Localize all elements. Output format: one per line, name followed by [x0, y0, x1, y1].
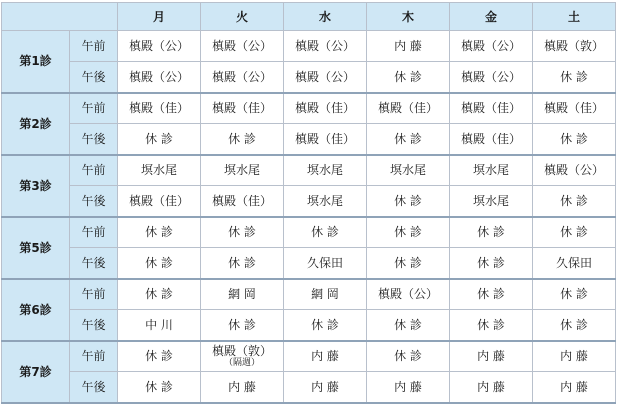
period-label: 午前	[70, 31, 118, 62]
schedule-cell	[118, 372, 201, 403]
schedule-cell	[118, 93, 201, 124]
doctor-name: 休 診	[228, 131, 256, 146]
doctor-name: 槙殿（佳）	[294, 131, 355, 146]
schedule-cell	[367, 31, 450, 62]
doctor-name: 槙殿（公）	[377, 287, 438, 302]
doctor-name: 内 藤	[477, 379, 505, 394]
doctor-name: 休 診	[228, 225, 256, 240]
doctor-name: 休 診	[477, 225, 505, 240]
schedule-cell	[284, 341, 367, 372]
schedule-cell	[450, 217, 533, 248]
schedule-cell	[367, 62, 450, 93]
doctor-name: 休 診	[145, 255, 173, 270]
schedule-cell	[367, 217, 450, 248]
day-header-thu: 木	[367, 3, 450, 31]
schedule-cell	[201, 248, 284, 279]
doctor-name: 休 診	[394, 225, 422, 240]
schedule-cell	[533, 124, 616, 155]
doctor-name: 網 岡	[311, 287, 339, 302]
doctor-name: 槙殿（佳）	[294, 101, 355, 116]
day-header-mon: 月	[118, 3, 201, 31]
schedule-cell	[450, 62, 533, 93]
schedule-cell	[450, 31, 533, 62]
period-label: 午前	[70, 217, 118, 248]
schedule-cell	[284, 93, 367, 124]
doctor-name: 休 診	[560, 317, 588, 332]
schedule-cell	[533, 186, 616, 217]
schedule-cell	[450, 310, 533, 341]
schedule-cell	[367, 155, 450, 186]
schedule-cell	[450, 93, 533, 124]
schedule-cell	[118, 124, 201, 155]
schedule-cell	[533, 248, 616, 279]
doctor-name: 休 診	[145, 131, 173, 146]
doctor-name: 槙殿（公）	[128, 69, 189, 84]
schedule-cell	[367, 124, 450, 155]
doctor-name: 内 藤	[560, 349, 588, 364]
doctor-name: 休 診	[394, 349, 422, 364]
doctor-name: 久保田	[555, 255, 592, 270]
doctor-name: 内 藤	[477, 349, 505, 364]
schedule-cell	[201, 31, 284, 62]
doctor-name: 塓水尾	[472, 163, 509, 178]
schedule-cell	[367, 279, 450, 310]
period-label: 午前	[70, 93, 118, 124]
schedule-cell	[450, 248, 533, 279]
doctor-name: 休 診	[228, 255, 256, 270]
schedule-cell	[201, 310, 284, 341]
schedule-row	[2, 217, 616, 248]
schedule-cell	[533, 341, 616, 372]
doctor-name: 休 診	[477, 317, 505, 332]
doctor-name: 槙殿（敦）	[211, 344, 272, 359]
period-label: 午後	[70, 310, 118, 341]
doctor-name: 内 藤	[228, 379, 256, 394]
schedule-row	[2, 310, 616, 341]
schedule-cell	[367, 341, 450, 372]
schedule-cell	[118, 186, 201, 217]
schedule-cell	[450, 279, 533, 310]
doctor-name: 休 診	[394, 193, 422, 208]
schedule-cell	[533, 62, 616, 93]
doctor-name: 内 藤	[311, 379, 339, 394]
doctor-name: 休 診	[311, 317, 339, 332]
doctor-name: 休 診	[394, 317, 422, 332]
period-label: 午後	[70, 372, 118, 403]
schedule-row	[2, 31, 616, 62]
schedule-cell	[284, 62, 367, 93]
doctor-name: 槙殿（公）	[543, 163, 604, 178]
schedule-cell	[118, 217, 201, 248]
schedule-cell	[201, 341, 284, 372]
doctor-name: 網 岡	[228, 287, 256, 302]
schedule-cell	[201, 217, 284, 248]
schedule-cell	[201, 124, 284, 155]
doctor-name: 内 藤	[394, 39, 422, 53]
schedule-row	[2, 186, 616, 217]
doctor-name: 休 診	[145, 287, 173, 302]
doctor-name: 槙殿（公）	[294, 39, 355, 53]
doctor-name: 休 診	[394, 69, 422, 84]
schedule-cell	[450, 124, 533, 155]
doctor-name: 休 診	[394, 255, 422, 270]
schedule-row	[2, 93, 616, 124]
doctor-name: 休 診	[145, 349, 173, 364]
period-label: 午前	[70, 155, 118, 186]
schedule-cell	[367, 93, 450, 124]
doctor-name: 槙殿（佳）	[211, 193, 272, 208]
doctor-name: 槙殿（公）	[211, 39, 272, 53]
doctor-name: 塓水尾	[306, 193, 343, 208]
period-label: 午後	[70, 62, 118, 93]
doctor-name: 塓水尾	[140, 163, 177, 178]
schedule-cell	[118, 31, 201, 62]
doctor-name: 内 藤	[311, 349, 339, 364]
period-label: 午後	[70, 248, 118, 279]
day-header-row	[2, 3, 616, 31]
period-label: 午後	[70, 186, 118, 217]
session-label: 第2診	[2, 93, 70, 155]
schedule-cell	[284, 31, 367, 62]
schedule-row	[2, 155, 616, 186]
schedule-cell	[533, 372, 616, 403]
doctor-name: 槙殿（佳）	[460, 131, 521, 146]
day-header-fri: 金	[450, 3, 533, 31]
doctor-name: 槙殿（公）	[211, 69, 272, 84]
doctor-name: 塓水尾	[306, 163, 343, 178]
schedule-cell	[201, 186, 284, 217]
schedule-cell	[284, 279, 367, 310]
doctor-name: 中 川	[145, 317, 173, 332]
schedule-cell	[450, 372, 533, 403]
schedule-cell	[367, 248, 450, 279]
schedule-cell	[118, 155, 201, 186]
schedule-row	[2, 248, 616, 279]
schedule-row	[2, 124, 616, 155]
schedule-cell	[450, 186, 533, 217]
doctor-name: 休 診	[560, 69, 588, 84]
schedule-cell	[533, 93, 616, 124]
doctor-name: 休 診	[311, 225, 339, 240]
doctor-name: 槙殿（敦）	[543, 39, 604, 53]
session-label: 第6診	[2, 279, 70, 341]
schedule-cell	[284, 155, 367, 186]
schedule-cell	[201, 93, 284, 124]
period-label: 午前	[70, 279, 118, 310]
doctor-name: 休 診	[477, 287, 505, 302]
schedule-row	[2, 62, 616, 93]
schedule-cell	[201, 372, 284, 403]
schedule-cell	[201, 279, 284, 310]
session-label: 第3診	[2, 155, 70, 217]
schedule-row	[2, 341, 616, 372]
schedule-cell	[533, 155, 616, 186]
doctor-name: 槙殿（公）	[294, 69, 355, 84]
doctor-name: 休 診	[560, 131, 588, 146]
schedule-cell	[118, 341, 201, 372]
schedule-cell	[450, 341, 533, 372]
period-label: 午前	[70, 341, 118, 372]
schedule-cell	[284, 248, 367, 279]
schedule-cell	[533, 31, 616, 62]
schedule-row	[2, 279, 616, 310]
schedule-cell	[201, 62, 284, 93]
doctor-name: 久保田	[306, 255, 343, 270]
schedule-row	[2, 372, 616, 403]
doctor-name: 槙殿（佳）	[128, 101, 189, 116]
schedule-cell	[284, 372, 367, 403]
doctor-name: 休 診	[560, 225, 588, 240]
doctor-name: 休 診	[145, 225, 173, 240]
doctor-name: 槙殿（佳）	[128, 193, 189, 208]
doctor-name: 休 診	[560, 193, 588, 208]
schedule-cell	[450, 155, 533, 186]
schedule-cell	[533, 279, 616, 310]
schedule-cell	[201, 155, 284, 186]
schedule-cell	[367, 310, 450, 341]
doctor-name: 槙殿（佳）	[543, 101, 604, 116]
doctor-name: 槙殿（公）	[128, 39, 189, 53]
schedule-cell	[118, 248, 201, 279]
session-label: 第5診	[2, 217, 70, 279]
schedule-note: （隔週）	[223, 358, 260, 369]
schedule-cell	[284, 217, 367, 248]
schedule-cell	[367, 186, 450, 217]
doctor-name: 休 診	[477, 255, 505, 270]
doctor-name: 内 藤	[394, 379, 422, 394]
doctor-name: 塓水尾	[389, 163, 426, 178]
doctor-name: 塓水尾	[223, 163, 260, 178]
doctor-name: 内 藤	[560, 379, 588, 394]
doctor-name: 槙殿（公）	[460, 69, 521, 84]
schedule-cell	[533, 217, 616, 248]
schedule-cell	[118, 310, 201, 341]
schedule-cell	[533, 310, 616, 341]
period-label: 午後	[70, 124, 118, 155]
schedule-body	[2, 31, 616, 403]
doctor-name: 休 診	[394, 131, 422, 146]
doctor-name: 槙殿（公）	[460, 39, 521, 53]
schedule-cell	[118, 279, 201, 310]
corner-cell	[2, 3, 118, 31]
session-label: 第7診	[2, 341, 70, 403]
doctor-schedule-table	[1, 2, 616, 404]
day-header-sat: 土	[533, 3, 616, 31]
schedule-cell	[284, 186, 367, 217]
doctor-name: 休 診	[560, 287, 588, 302]
doctor-name: 槙殿（佳）	[377, 101, 438, 116]
day-header-tue: 火	[201, 3, 284, 31]
schedule-cell	[367, 372, 450, 403]
session-label: 第1診	[2, 31, 70, 93]
doctor-name: 休 診	[145, 379, 173, 394]
doctor-name: 槙殿（佳）	[460, 101, 521, 116]
schedule-cell	[284, 124, 367, 155]
schedule-cell	[118, 62, 201, 93]
schedule-cell	[284, 310, 367, 341]
doctor-name: 休 診	[228, 317, 256, 332]
day-header-wed: 水	[284, 3, 367, 31]
doctor-name: 槙殿（佳）	[211, 101, 272, 116]
doctor-name: 塓水尾	[472, 193, 509, 208]
